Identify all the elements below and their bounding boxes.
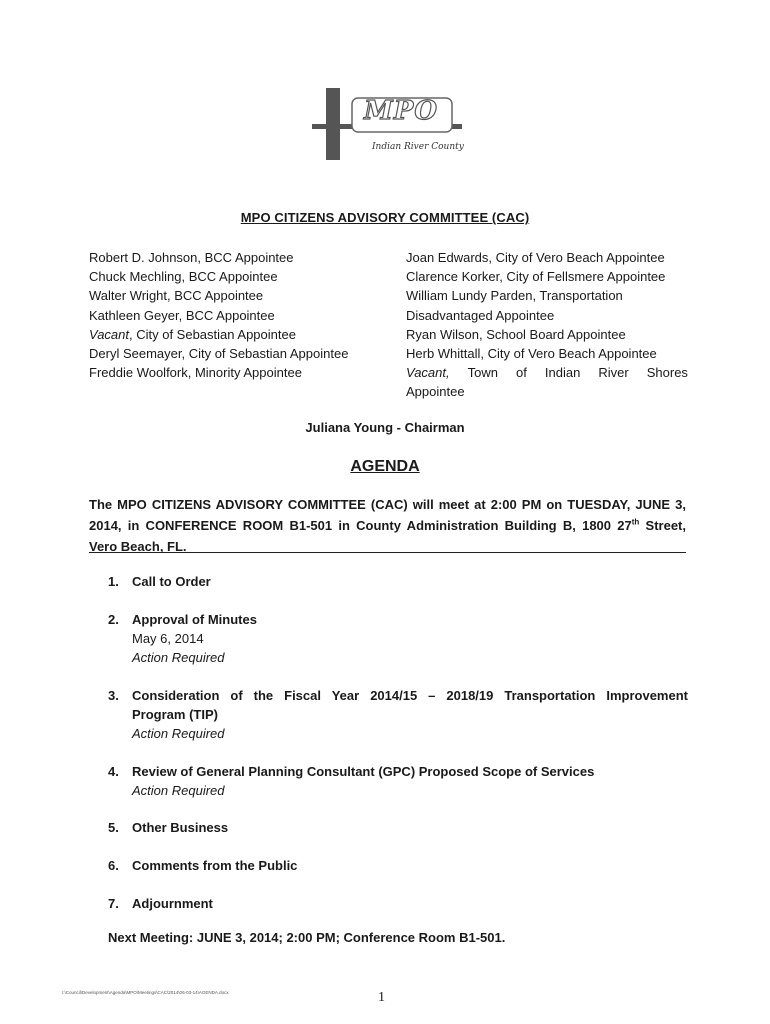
member-item-vacant: Vacant, Town of Indian River Shores	[406, 365, 688, 381]
meeting-intro: The MPO CITIZENS ADVISORY COMMITTEE (CAC) will meet at 2:00 PM on TUESDAY, JUNE 3, 2014, in CONFERENCE ROOM B1-501 in County Administration Building B, 1800 27th Street, Vero Beach, FL.	[89, 497, 686, 554]
agenda-item: 5. Other Business	[108, 820, 229, 835]
members-left-list	[89, 248, 389, 382]
member-item: Kathleen Geyer, BCC Appointee	[89, 307, 275, 323]
mpo-logo	[312, 88, 472, 172]
agenda-item: 6. Comments from the Public	[108, 858, 298, 873]
member-item: Freddie Woolfork, Minority Appointee	[89, 365, 302, 381]
logo-subtitle: Indian River County	[372, 142, 464, 152]
member-item: Herb Whittall, City of Vero Beach Appointee	[406, 346, 657, 362]
agenda-item: 4. Review of General Planning Consultant (GPC) Proposed Scope of Services Action Required	[108, 762, 688, 800]
logo-text: MPO	[364, 96, 438, 126]
member-item: Chuck Mechling, BCC Appointee	[89, 269, 278, 285]
footer-file-path: I:\Council\Development\Agenda\MPO\Meetings\CAC\2014\06-03-14\AGENDA.docx	[62, 990, 229, 995]
agenda-item-note: Action Required	[132, 650, 225, 665]
member-item: Ryan Wilson, School Board Appointee	[406, 326, 626, 342]
member-item-wrap: Appointee	[406, 384, 465, 400]
member-item: Walter Wright, BCC Appointee	[89, 288, 264, 304]
member-item: Disadvantaged Appointee	[406, 307, 555, 323]
agenda-title: AGENDA	[350, 458, 420, 475]
member-item: Vacant, City of Sebastian Appointee	[89, 326, 296, 342]
agenda-item-date: May 6, 2014	[132, 631, 204, 646]
member-item: Robert D. Johnson, BCC Appointee	[89, 250, 294, 265]
agenda-item: 1. Call to Order	[108, 574, 211, 589]
agenda-item-note: Action Required	[132, 726, 225, 741]
chairman-line: Juliana Young - Chairman	[305, 420, 465, 435]
agenda-item: 3. Consideration of the Fiscal Year 2014/15 – 2018/19 Transportation Improvement Program (TIP) Action Required	[108, 688, 688, 741]
agenda-item-note: Action Required	[132, 783, 225, 798]
members-right-list	[406, 248, 688, 402]
next-meeting: Next Meeting: JUNE 3, 2014; 2:00 PM; Conference Room B1-501.	[108, 930, 506, 945]
agenda-item: 7. Adjournment	[108, 896, 213, 911]
page-number: 1	[378, 990, 385, 1005]
intro-divider	[89, 552, 686, 553]
member-item: William Lundy Parden, Transportation	[406, 288, 623, 304]
agenda-item: 2. Approval of Minutes May 6, 2014 Action Required	[108, 610, 688, 667]
agenda-item-title-cont: Program (TIP)	[132, 707, 218, 722]
member-item: Deryl Seemayer, City of Sebastian Appointee	[89, 346, 349, 362]
member-item: Joan Edwards, City of Vero Beach Appointee	[406, 250, 665, 265]
member-item: Clarence Korker, City of Fellsmere Appointee	[406, 269, 666, 285]
committee-title: MPO CITIZENS ADVISORY COMMITTEE (CAC)	[240, 210, 530, 225]
